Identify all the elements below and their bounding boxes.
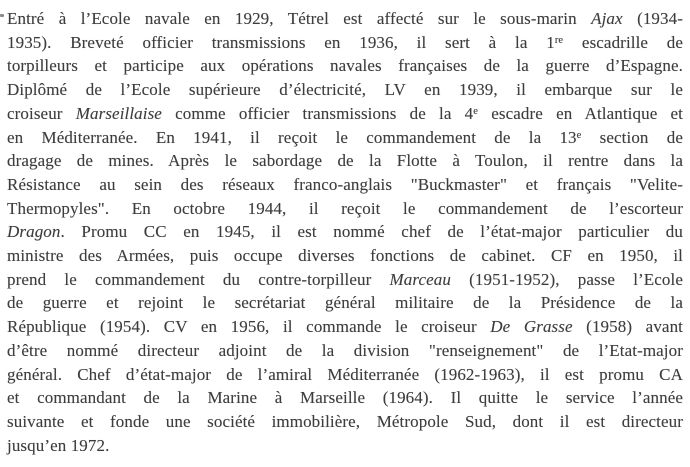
text-segment: 1935). Breveté officier transmissions en 1936, il sert à la 1 bbox=[7, 32, 555, 52]
text-segment: comme officier transmissions de la 4 bbox=[161, 103, 474, 123]
ship-name: Ajax bbox=[591, 9, 623, 28]
text-line bbox=[7, 31, 683, 55]
text-segment: ministre des Armées, puis occupe diverses fonctions de cabinet. CF en 1950, il bbox=[7, 246, 683, 266]
text-line bbox=[7, 173, 683, 197]
text-line bbox=[7, 339, 683, 363]
text-segment: en Méditerranée. En 1941, il reçoit le commandement de la 13 bbox=[7, 127, 577, 147]
text-segment: général. Chef d’état-major de l’amiral Méditerranée (1962-1963), il est promu CA bbox=[7, 364, 683, 384]
ship-name: De Grasse bbox=[490, 317, 573, 337]
text-segment: prend le commandement du contre-torpilleur bbox=[7, 269, 390, 289]
scan-artifact-mark bbox=[0, 14, 4, 17]
text-segment: Diplômé de l’Ecole supérieure d’électricité, LV en 1939, il embarque sur le bbox=[7, 80, 683, 100]
text-line bbox=[7, 268, 683, 292]
text-line bbox=[7, 7, 683, 31]
ordinal-suffix: e bbox=[473, 106, 479, 118]
text-segment: et commandant de la Marine à Marseille (1964). Il quitte le service l’année bbox=[7, 388, 683, 408]
text-segment: . Promu CC en 1945, il est nommé chef de l’état-major particulier du bbox=[60, 222, 683, 242]
ordinal-suffix: e bbox=[576, 129, 582, 141]
text-segment: (1951-1952), passe l’Ecole bbox=[450, 269, 683, 289]
ship-name: Marseillaise bbox=[75, 103, 162, 123]
text-segment: Thermopyles". En octobre 1944, il reçoit le commandement de l’escorteur bbox=[7, 198, 683, 218]
ship-name: Dragon bbox=[7, 222, 61, 242]
text-segment: Entré à l’Ecole navale en 1929, Tétrel est affecté sur le sous-marin bbox=[7, 9, 592, 28]
text-line bbox=[7, 149, 683, 173]
text-segment: République (1954). CV en 1956, il commande le croiseur bbox=[7, 317, 491, 337]
text-line bbox=[7, 220, 683, 244]
text-segment: Résistance au sein des réseaux franco-anglais "Buckmaster" et français "Velite- bbox=[7, 174, 683, 194]
text-segment: torpilleurs et participe aux opérations navales françaises de la guerre d’Espagne. bbox=[7, 56, 683, 76]
text-segment: d’être nommé directeur adjoint de la division "renseignement" de l’Etat-major bbox=[7, 340, 683, 360]
text-line bbox=[7, 363, 683, 387]
text-segment: escadre en Atlantique et bbox=[478, 103, 684, 123]
text-segment: (1958) avant bbox=[572, 317, 683, 337]
text-line bbox=[7, 410, 683, 434]
text-line bbox=[7, 434, 683, 458]
ship-name: Marceau bbox=[389, 269, 451, 289]
text-line bbox=[7, 102, 683, 126]
text-segment: de guerre et rejoint le secrétariat général militaire de la Présidence de la bbox=[7, 293, 683, 313]
text-segment: escadrille de bbox=[563, 32, 684, 52]
text-line bbox=[7, 54, 683, 78]
text-line bbox=[7, 315, 683, 339]
text-line bbox=[7, 126, 683, 150]
ordinal-suffix: re bbox=[554, 34, 564, 46]
text-line bbox=[7, 78, 683, 102]
text-segment: jusqu’en 1972. bbox=[7, 435, 110, 455]
text-segment: section de bbox=[581, 127, 683, 147]
text-line bbox=[7, 386, 683, 410]
text-segment: suivante et fonde une société immobilière, Métropole Sud, dont il est directeur bbox=[7, 411, 683, 431]
text-segment: dragage de mines. Après le sabordage de la Flotte à Toulon, il rentre dans la bbox=[7, 151, 683, 171]
biography-paragraph bbox=[7, 7, 683, 457]
text-line bbox=[7, 291, 683, 315]
text-segment: (1934- bbox=[622, 9, 683, 28]
text-line bbox=[7, 244, 683, 268]
text-line bbox=[7, 197, 683, 221]
text-segment: croiseur bbox=[7, 103, 76, 123]
